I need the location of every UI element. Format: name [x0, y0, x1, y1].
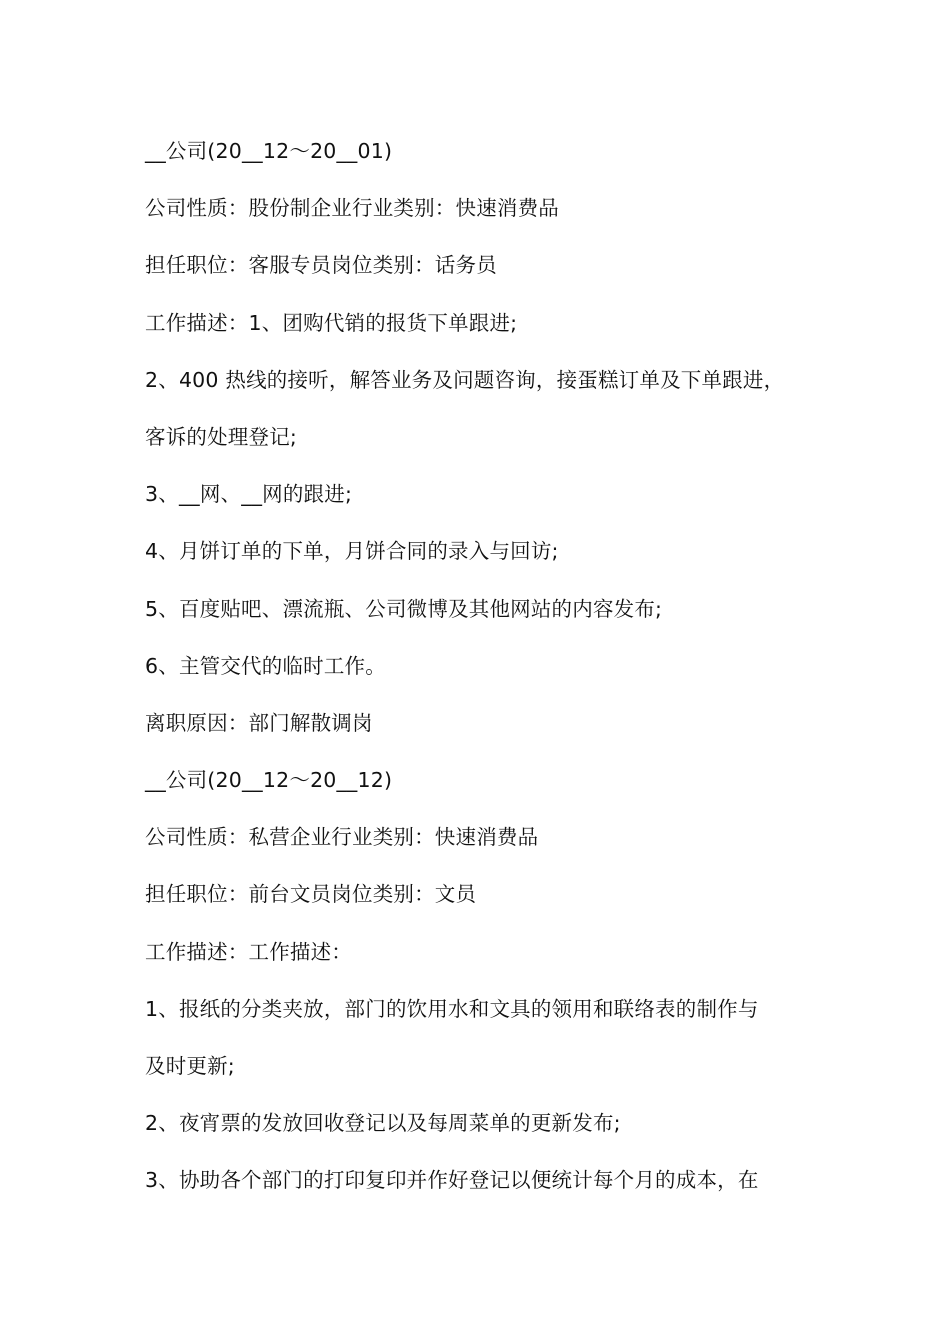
position-1: 担任职位：客服专员岗位类别：话务员: [145, 253, 497, 278]
duty2-item-1-continued: 及时更新;: [145, 1054, 235, 1078]
leaving-reason-1: 离职原因：部门解散调岗: [145, 710, 373, 735]
company-heading-2: __公司(20__12～20__12): [145, 768, 393, 793]
position-2: 担任职位：前台文员岗位类别：文员: [145, 882, 477, 907]
duty2-item-1: 1、报纸的分类夹放，部门的饮用水和文具的领用和联络表的制作与: [145, 996, 759, 1021]
document-body: [145, 134, 835, 1221]
company-heading-1: __公司(20__12～20__01): [145, 139, 393, 163]
duty-item-2: 2、400 热线的接听，解答业务及问题咨询，接蛋糕订单及下单跟进，: [145, 367, 785, 392]
duty2-item-3: 3、协助各个部门的打印复印并作好登记以便统计每个月的成本，在: [145, 1168, 759, 1193]
company-nature-1: 公司性质：股份制企业行业类别：快速消费品: [145, 196, 559, 221]
job-description-1: 工作描述：1、团购代销的报货下单跟进;: [145, 310, 518, 335]
duty-item-3: 3、__网、__网的跟进;: [145, 482, 353, 507]
job-description-2: 工作描述：工作描述：: [145, 939, 352, 964]
duty2-item-2: 2、夜宵票的发放回收登记以及每周菜单的更新发布;: [145, 1111, 621, 1136]
duty-item-6: 6、主管交代的临时工作。: [145, 653, 386, 678]
duty-item-2-continued: 客诉的处理登记;: [145, 424, 298, 449]
duty-item-5: 5、百度贴吧、漂流瓶、公司微博及其他网站的内容发布;: [145, 596, 663, 621]
company-nature-2: 公司性质：私营企业行业类别：快速消费品: [145, 825, 539, 850]
duty-item-4: 4、月饼订单的下单，月饼合同的录入与回访;: [145, 539, 559, 564]
